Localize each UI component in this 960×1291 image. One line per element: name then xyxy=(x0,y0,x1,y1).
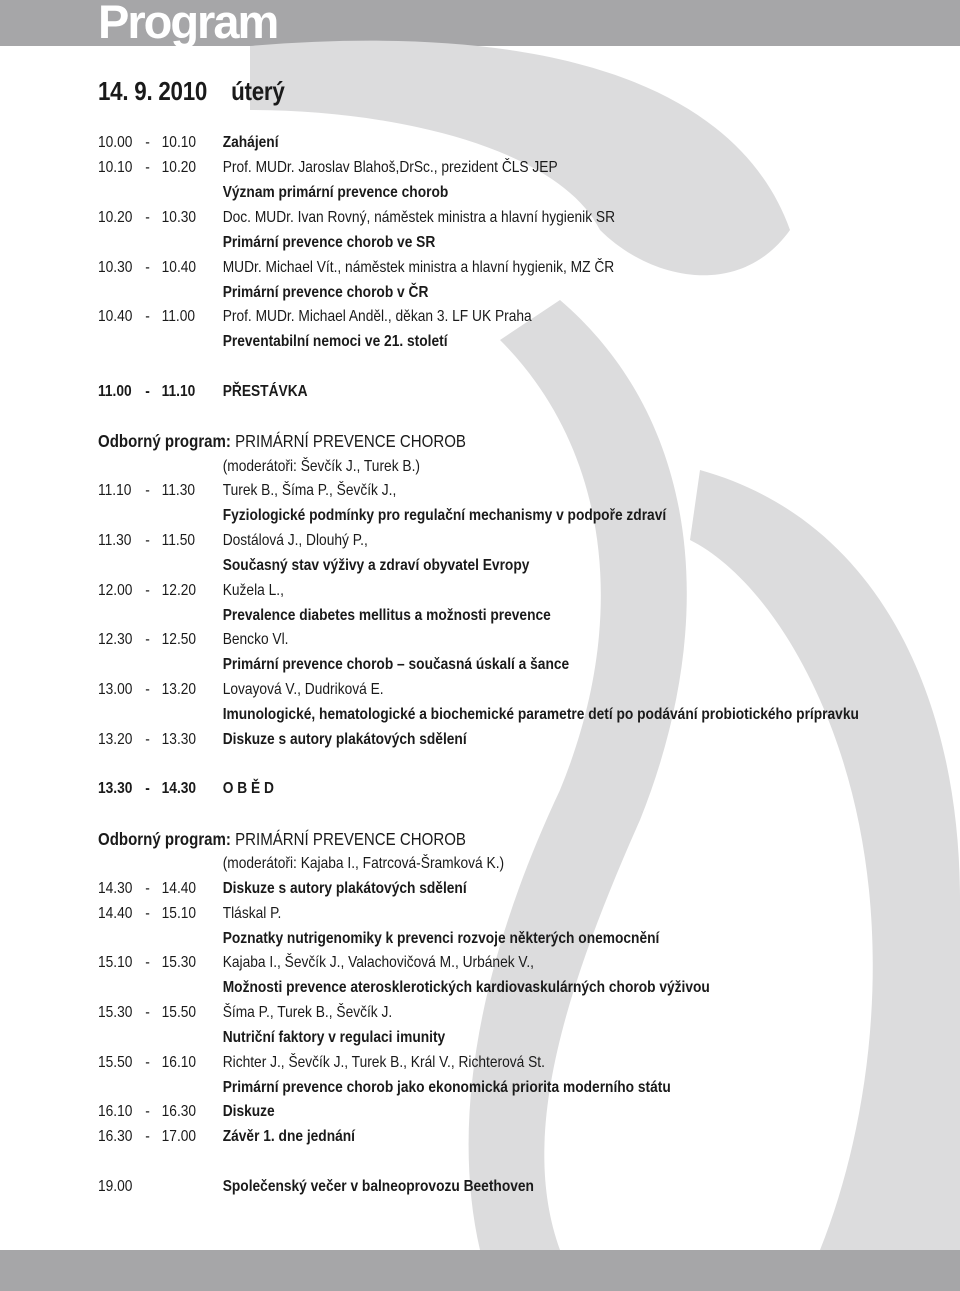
start-time: 13.20 xyxy=(98,731,133,748)
talk-topic: Primární prevence chorob v ČR xyxy=(222,284,429,301)
end-time: 11.30 xyxy=(161,482,196,499)
time-separator: - xyxy=(145,532,150,549)
speaker: Richter J., Ševčík J., Turek B., Král V., Richterová St. xyxy=(222,1054,545,1071)
time-separator: - xyxy=(145,159,150,176)
page-title: Program xyxy=(98,0,278,48)
section-title: PRIMÁRNÍ PREVENCE CHOROB xyxy=(235,829,466,849)
time-separator: - xyxy=(145,259,150,276)
start-time: 15.30 xyxy=(98,1004,133,1021)
start-time: 16.10 xyxy=(98,1103,133,1120)
start-time: 11.00 xyxy=(98,383,132,400)
time-separator: - xyxy=(145,780,150,797)
end-time: 15.10 xyxy=(161,905,197,922)
session-title: Diskuze s autory plakátových sdělení xyxy=(222,880,467,897)
event-title: Společenský večer v balneoprovozu Beethoven xyxy=(222,1178,534,1195)
section-heading xyxy=(98,826,466,852)
speaker: Dostálová J., Dlouhý P., xyxy=(222,532,368,549)
talk-topic: Možnosti prevence aterosklerotických kardiovaskulárných chorob výživou xyxy=(222,979,710,996)
start-time: 10.30 xyxy=(98,259,133,276)
talk-topic: Současný stav výživy a zdraví obyvatel Evropy xyxy=(222,557,530,574)
start-time: 10.40 xyxy=(98,308,133,325)
end-time: 15.50 xyxy=(161,1004,197,1021)
speaker: Šíma P., Turek B., Ševčík J. xyxy=(222,1004,393,1021)
talk-topic: Prevalence diabetes mellitus a možnosti prevence xyxy=(222,607,551,624)
end-time: 12.50 xyxy=(161,631,197,648)
time-separator: - xyxy=(145,954,150,971)
lunch-label: O B Ě D xyxy=(222,780,274,797)
end-time: 14.40 xyxy=(161,880,197,897)
talk-topic: Význam primární prevence chorob xyxy=(222,184,449,201)
end-time: 10.40 xyxy=(161,259,197,276)
end-time: 13.20 xyxy=(161,681,197,698)
start-time: 12.30 xyxy=(98,631,133,648)
speaker: Doc. MUDr. Ivan Rovný, náměstek ministra a hlavní hygienik SR xyxy=(222,209,616,226)
time-separator: - xyxy=(145,681,150,698)
speaker: Lovayová V., Dudriková E. xyxy=(222,681,384,698)
end-time: 16.30 xyxy=(161,1103,197,1120)
section-label: Odborný program: xyxy=(98,829,231,849)
section-heading xyxy=(98,428,466,454)
end-time: 14.30 xyxy=(161,780,197,797)
moderators: (moderátoři: Kajaba I., Fatrcová-Šramková K.) xyxy=(222,855,505,872)
section-title: PRIMÁRNÍ PREVENCE CHOROB xyxy=(235,431,466,451)
start-time: 14.40 xyxy=(98,905,133,922)
end-time: 12.20 xyxy=(161,582,197,599)
time-separator: - xyxy=(145,1128,150,1145)
talk-topic: Primární prevence chorob jako ekonomická priorita moderního státu xyxy=(222,1079,671,1096)
section-label: Odborný program: xyxy=(98,431,231,451)
day-name: úterý xyxy=(231,76,285,106)
end-time: 10.10 xyxy=(161,134,197,151)
time-separator: - xyxy=(145,383,150,400)
time-separator: - xyxy=(145,731,150,748)
talk-topic: Nutriční faktory v regulaci imunity xyxy=(222,1029,446,1046)
speaker: Prof. MUDr. Jaroslav Blahoš,DrSc., prezident ČLS JEP xyxy=(222,159,558,176)
start-time: 10.10 xyxy=(98,159,133,176)
time-separator: - xyxy=(145,482,150,499)
time-separator: - xyxy=(145,134,150,151)
session-title: Diskuze xyxy=(222,1103,275,1120)
end-time: 17.00 xyxy=(161,1128,197,1145)
footer-band xyxy=(0,1250,960,1291)
talk-topic: Poznatky nutrigenomiky k prevenci rozvoje některých onemocnění xyxy=(222,930,660,947)
time-separator: - xyxy=(145,582,150,599)
date-value: 14. 9. 2010 xyxy=(98,76,208,106)
time-separator: - xyxy=(145,631,150,648)
time-separator: - xyxy=(145,209,150,226)
end-time: 10.30 xyxy=(161,209,197,226)
event-time: 19.00 xyxy=(98,1178,133,1195)
talk-topic: Primární prevence chorob – současná úskalí a šance xyxy=(222,656,570,673)
start-time: 13.30 xyxy=(98,780,133,797)
end-time: 11.50 xyxy=(161,532,196,549)
time-separator: - xyxy=(145,905,150,922)
start-time: 12.00 xyxy=(98,582,133,599)
session-title: Diskuze s autory plakátových sdělení xyxy=(222,731,467,748)
session-title: Zahájení xyxy=(222,134,279,151)
break-label: PŘESTÁVKA xyxy=(222,383,308,400)
speaker: Bencko Vl. xyxy=(222,631,289,648)
end-time: 11.10 xyxy=(161,383,196,400)
session-title: Závěr 1. dne jednání xyxy=(222,1128,355,1145)
end-time: 11.00 xyxy=(161,308,196,325)
end-time: 15.30 xyxy=(161,954,197,971)
end-time: 16.10 xyxy=(161,1054,197,1071)
time-separator: - xyxy=(145,1054,150,1071)
start-time: 11.10 xyxy=(98,482,132,499)
start-time: 10.00 xyxy=(98,134,133,151)
start-time: 14.30 xyxy=(98,880,133,897)
speaker: Prof. MUDr. Michael Anděl., děkan 3. LF UK Praha xyxy=(222,308,532,325)
start-time: 15.10 xyxy=(98,954,133,971)
talk-topic: Preventabilní nemoci ve 21. století xyxy=(222,333,448,350)
speaker: Kužela L., xyxy=(222,582,284,599)
start-time: 15.50 xyxy=(98,1054,133,1071)
moderators: (moderátoři: Ševčík J., Turek B.) xyxy=(222,458,420,475)
talk-topic: Fyziologické podmínky pro regulační mechanismy v podpoře zdraví xyxy=(222,507,667,524)
speaker: MUDr. Michael Vít., náměstek ministra a hlavní hygienik, MZ ČR xyxy=(222,259,615,276)
time-separator: - xyxy=(145,308,150,325)
end-time: 10.20 xyxy=(161,159,197,176)
time-separator: - xyxy=(145,1004,150,1021)
start-time: 11.30 xyxy=(98,532,132,549)
start-time: 16.30 xyxy=(98,1128,133,1145)
talk-topic: Primární prevence chorob ve SR xyxy=(222,234,436,251)
speaker: Turek B., Šíma P., Ševčík J., xyxy=(222,482,397,499)
time-separator: - xyxy=(145,1103,150,1120)
time-separator: - xyxy=(145,880,150,897)
end-time: 13.30 xyxy=(161,731,197,748)
talk-topic: Imunologické, hematologické a biochemické parametre detí po podávání probiotického prípravku xyxy=(222,706,859,723)
start-time: 10.20 xyxy=(98,209,133,226)
start-time: 13.00 xyxy=(98,681,133,698)
speaker: Kajaba I., Ševčík J., Valachovičová M., Urbánek V., xyxy=(222,954,534,971)
speaker: Tláskal P. xyxy=(222,905,282,922)
